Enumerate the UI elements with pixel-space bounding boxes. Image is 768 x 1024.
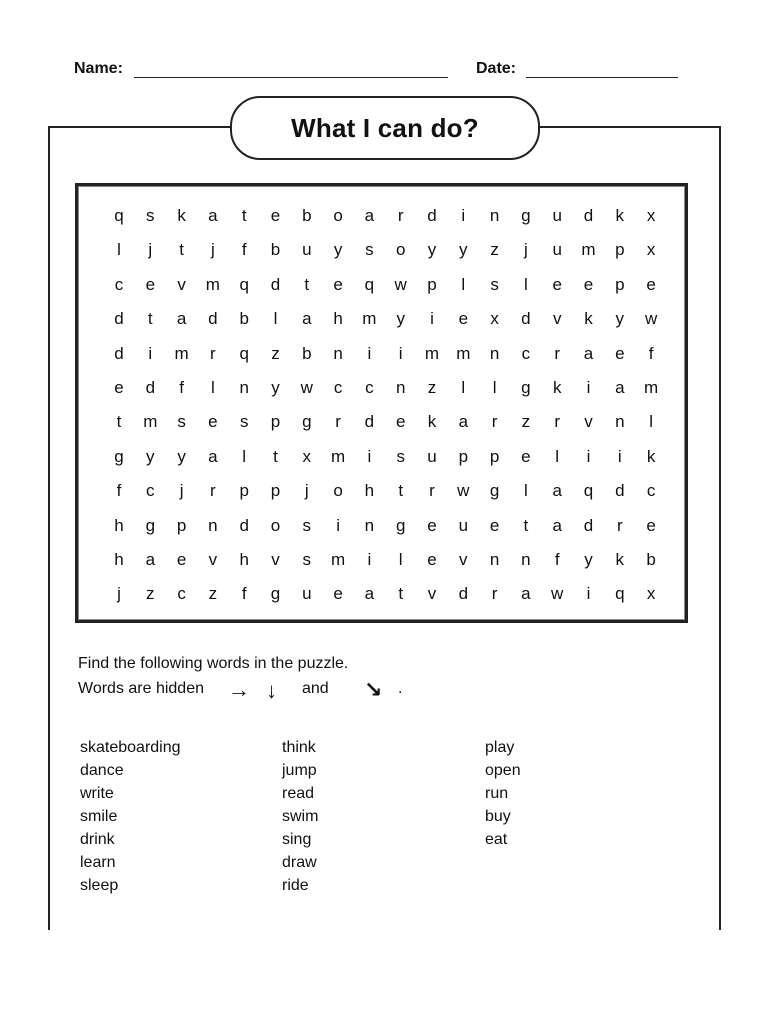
grid-letter[interactable]: t [523,515,529,535]
grid-letter[interactable]: r [335,412,341,432]
arrow-down-icon: ↓ [266,678,277,703]
grid-letter[interactable]: c [365,378,374,397]
grid-letter[interactable]: s [490,274,499,294]
word-list-item: drink [80,831,115,848]
grid-letter[interactable]: m [456,343,471,363]
grid-letter[interactable]: e [208,412,218,432]
grid-letter[interactable]: f [241,240,247,260]
grid-letter[interactable]: p [239,481,249,501]
word-list-item: buy [485,808,511,825]
grid-letter[interactable]: l [649,412,653,432]
grid-letter[interactable]: e [270,206,281,225]
grid-letter[interactable]: u [458,515,469,535]
grid-letter[interactable]: q [239,274,249,294]
grid-letter[interactable]: o [333,481,343,501]
grid-letter[interactable]: a [552,515,562,535]
word-list-item: jump [282,762,317,779]
grid-letter[interactable]: d [521,309,531,329]
grid-letter[interactable]: g [521,206,531,225]
grid-letter[interactable]: i [367,343,372,363]
grid-letter[interactable]: e [458,309,469,329]
grid-letter[interactable]: e [333,584,343,604]
grid-letter[interactable]: e [521,446,531,466]
grid-letter[interactable]: i [461,206,466,225]
grid-letter[interactable]: z [521,412,531,432]
word-list-item: run [485,785,509,802]
grid-letter[interactable]: d [427,206,437,225]
grid-letter[interactable]: i [148,343,153,363]
grid-letter[interactable]: j [117,584,121,604]
grid-letter[interactable]: m [581,240,596,260]
word-list-item: open [485,762,521,779]
grid-letter[interactable]: q [364,274,375,294]
grid-letter[interactable]: a [364,584,375,604]
grid-letter[interactable]: y [427,240,437,260]
instructions-and: and [302,680,329,697]
arrow-diagonal-icon: ↘ [364,677,383,702]
grid-letter[interactable]: k [615,206,625,225]
grid-letter[interactable]: m [205,274,220,294]
word-list-item: skateboarding [80,739,181,756]
grid-letter[interactable]: s [302,550,312,569]
grid-letter[interactable]: e [114,378,124,397]
grid-letter[interactable]: n [333,343,343,363]
grid-letter[interactable]: e [646,274,656,294]
grid-letter[interactable]: v [427,584,437,604]
word-list-item: write [80,785,114,802]
grid-letter[interactable]: p [458,446,469,466]
grid-letter[interactable]: n [615,412,625,432]
grid-letter[interactable]: v [271,550,280,569]
grid-letter[interactable]: i [617,446,622,466]
grid-letter[interactable]: p [427,274,437,294]
grid-letter[interactable]: e [145,274,156,294]
grid-letter[interactable]: l [461,274,466,294]
grid-letter[interactable]: e [615,343,625,363]
word-list-item: read [282,785,315,802]
page-title: What I can do? [230,96,540,160]
grid-letter[interactable]: l [524,481,528,501]
grid-letter[interactable]: e [583,274,594,294]
grid-letter[interactable]: z [146,584,155,604]
grid-letter[interactable]: k [584,309,593,329]
grid-letter[interactable]: q [615,584,625,604]
grid-letter[interactable]: x [302,446,312,466]
grid-letter[interactable]: m [143,412,158,432]
grid-letter[interactable]: a [302,309,312,329]
grid-letter[interactable]: l [117,240,121,260]
grid-letter[interactable]: b [270,240,281,260]
grid-letter[interactable]: r [429,481,435,501]
grid-letter[interactable]: c [646,481,656,501]
grid-letter[interactable]: t [116,412,122,432]
grid-letter[interactable]: v [459,550,468,569]
grid-letter[interactable]: y [396,309,405,329]
grid-letter[interactable]: a [208,206,218,225]
grid-letter[interactable]: m [331,550,346,569]
grid-letter[interactable]: f [648,343,654,363]
word-list-item: learn [80,854,116,871]
grid-letter[interactable]: j [179,481,184,501]
grid-letter[interactable]: x [646,584,656,604]
grid-letter[interactable]: j [524,240,528,260]
grid-letter[interactable]: c [146,481,155,501]
grid-letter[interactable]: e [333,274,343,294]
grid-letter[interactable]: s [396,446,405,466]
grid-letter[interactable]: z [490,240,499,260]
grid-letter[interactable]: l [273,309,278,329]
grid-letter[interactable]: j [211,240,215,260]
grid-letter[interactable]: u [552,206,562,225]
grid-letter[interactable]: b [646,550,656,569]
grid-letter[interactable]: m [424,343,440,363]
grid-letter[interactable]: m [644,378,659,397]
grid-letter[interactable]: k [177,206,186,225]
grid-letter[interactable]: k [646,446,656,466]
grid-letter[interactable]: k [615,550,625,569]
grid-letter[interactable]: f [179,378,184,397]
grid-letter[interactable]: l [398,550,403,569]
grid-letter[interactable]: u [552,240,562,260]
grid-letter[interactable]: i [367,550,372,569]
grid-letter[interactable]: p [270,412,281,432]
name-label: Name: [74,60,123,77]
grid-letter[interactable]: n [395,378,406,397]
grid-letter[interactable]: e [427,550,437,569]
grid-letter[interactable]: s [239,412,249,432]
grid-letter[interactable]: g [521,378,531,397]
grid-letter[interactable]: e [489,515,500,535]
grid-letter[interactable]: g [270,584,281,604]
grid-letter[interactable]: d [583,206,594,225]
word-list-item: ride [282,877,309,894]
grid-letter[interactable]: a [176,309,187,329]
grid-letter[interactable]: g [114,446,124,466]
grid-letter[interactable]: f [241,584,247,604]
grid-letter[interactable]: j [148,240,153,260]
grid-letter[interactable]: w [551,584,564,604]
grid-letter[interactable]: p [615,274,625,294]
grid-letter[interactable]: b [302,343,312,363]
grid-letter[interactable]: h [114,550,124,569]
word-list-item: draw [282,854,317,871]
grid-letter[interactable]: y [146,446,155,466]
grid-letter[interactable]: a [145,550,156,569]
grid-letter[interactable]: t [398,584,404,604]
grid-letter[interactable]: d [208,309,218,329]
grid-letter[interactable]: c [114,274,124,294]
grid-letter[interactable]: r [616,515,623,535]
grid-letter[interactable]: i [586,446,591,466]
frame-right [719,126,721,930]
grid-letter[interactable]: i [430,309,434,329]
grid-letter[interactable]: z [271,343,280,363]
grid-letter[interactable]: k [427,412,437,432]
grid-letter[interactable]: d [270,274,281,294]
grid-letter[interactable]: m [362,309,377,329]
word-list-item: play [485,739,515,756]
grid-letter[interactable]: w [300,378,313,397]
grid-letter[interactable]: i [586,378,591,397]
grid-letter[interactable]: j [304,481,309,501]
instructions-line-1: Find the following words in the puzzle. [78,655,349,672]
grid-letter[interactable]: y [177,446,186,466]
grid-letter[interactable]: r [491,584,498,604]
word-list-item: smile [80,808,118,825]
grid-letter[interactable]: l [242,446,247,466]
grid-letter[interactable]: m [331,446,346,466]
arrow-right-icon: → [228,677,250,702]
grid-letter[interactable]: b [239,309,249,329]
grid-letter[interactable]: p [489,446,500,466]
grid-letter[interactable]: n [489,206,500,225]
date-label: Date: [476,60,517,77]
grid-letter[interactable]: n [489,550,500,569]
grid-letter[interactable]: x [646,240,656,260]
grid-letter[interactable]: n [489,343,500,363]
grid-letter[interactable]: a [364,206,375,225]
grid-letter[interactable]: e [427,515,437,535]
grid-letter[interactable]: a [458,412,469,432]
grid-letter[interactable]: p [615,240,625,260]
grid-letter[interactable]: d [583,515,594,535]
grid-letter[interactable]: z [427,378,437,397]
grid-letter[interactable]: u [427,446,437,466]
word-list-item: think [282,739,316,756]
instructions-line-2: Words are hidden [78,680,204,697]
grid-letter[interactable]: w [644,309,658,329]
grid-letter[interactable]: r [210,343,216,363]
grid-letter[interactable]: u [302,584,312,604]
word-list-item: sleep [80,877,119,894]
grid-letter[interactable]: n [364,515,375,535]
grid-letter[interactable]: i [586,584,591,604]
grid-letter[interactable]: r [397,206,404,225]
grid-letter[interactable]: a [208,446,218,466]
grid-letter[interactable]: f [116,481,122,501]
grid-letter[interactable]: l [524,274,528,294]
grid-letter[interactable]: e [395,412,406,432]
grid-letter[interactable]: a [615,378,625,397]
grid-letter[interactable]: s [146,206,155,225]
grid-letter[interactable]: t [147,309,153,329]
grid-letter[interactable]: i [398,343,403,363]
grid-letter[interactable]: l [211,378,215,397]
grid-letter[interactable]: l [461,378,466,397]
grid-letter[interactable]: a [552,481,562,501]
frame-top-left [48,126,232,128]
word-list-item: sing [282,831,312,848]
grid-letter[interactable]: e [176,550,187,569]
word-list-item: dance [80,762,124,779]
grid-letter[interactable]: t [241,206,247,225]
grid-letter[interactable]: c [177,584,186,604]
grid-letter[interactable]: o [333,206,343,225]
grid-letter[interactable]: r [491,412,498,432]
grid-letter[interactable]: d [364,412,375,432]
grid-letter[interactable]: p [270,481,281,501]
grid-letter[interactable]: l [492,378,497,397]
grid-letter[interactable]: o [395,240,406,260]
grid-letter[interactable]: g [489,481,500,501]
grid-letter[interactable]: w [457,481,470,501]
grid-letter[interactable]: f [554,550,560,569]
grid-letter[interactable]: n [208,515,218,535]
grid-letter[interactable]: b [302,206,312,225]
grid-letter[interactable]: v [552,309,562,329]
frame-left [48,126,50,930]
grid-letter[interactable]: o [270,515,281,535]
grid-letter[interactable]: c [333,378,343,397]
date-line[interactable] [526,77,678,78]
grid-letter[interactable]: d [114,343,124,363]
grid-letter[interactable]: u [302,240,312,260]
grid-letter[interactable]: x [646,206,656,225]
grid-letter[interactable]: e [552,274,562,294]
grid-letter[interactable]: q [583,481,594,501]
grid-letter[interactable]: v [208,550,218,569]
grid-letter[interactable]: l [555,446,560,466]
grid-letter[interactable]: g [302,412,312,432]
grid-letter[interactable]: r [554,412,561,432]
grid-letter[interactable]: n [239,378,249,397]
grid-letter[interactable]: d [145,378,156,397]
grid-letter[interactable]: s [365,240,374,260]
grid-letter[interactable]: r [554,343,561,363]
name-line[interactable] [134,77,448,78]
grid-letter[interactable]: g [145,515,156,535]
grid-letter[interactable]: x [490,309,499,329]
grid-letter[interactable]: i [336,515,340,535]
grid-letter[interactable]: a [521,584,531,604]
grid-letter[interactable]: m [174,343,189,363]
grid-letter[interactable]: q [114,206,124,225]
grid-letter[interactable]: y [584,550,593,569]
grid-letter[interactable]: r [210,481,216,501]
grid-letter[interactable]: d [114,309,124,329]
grid-letter[interactable]: y [271,378,280,397]
frame-top-right [536,126,720,128]
grid-letter[interactable]: k [552,378,562,397]
grid-letter[interactable]: t [179,240,184,260]
grid-letter[interactable]: v [177,274,186,294]
grid-letter[interactable]: g [395,515,406,535]
grid-letter[interactable]: a [583,343,594,363]
grid-letter[interactable]: z [208,584,218,604]
grid-letter[interactable]: t [398,481,404,501]
grid-letter[interactable]: h [114,515,124,535]
grid-letter[interactable]: e [646,515,656,535]
grid-letter[interactable]: q [239,343,249,363]
grid-letter[interactable]: s [302,515,312,535]
word-list-item: eat [485,831,508,848]
grid-letter[interactable]: n [521,550,531,569]
grid-letter[interactable]: s [177,412,186,432]
grid-letter[interactable]: h [364,481,375,501]
grid-letter[interactable]: y [615,309,625,329]
grid-letter[interactable]: t [304,274,310,294]
grid-letter[interactable]: y [459,240,468,260]
grid-letter[interactable]: c [521,343,531,363]
grid-letter[interactable]: h [333,309,343,329]
grid-letter[interactable]: p [176,515,187,535]
instructions-period: . [398,680,403,697]
grid-letter[interactable]: h [239,550,249,569]
grid-letter[interactable]: v [584,412,593,432]
grid-letter[interactable]: t [273,446,278,466]
grid-letter[interactable]: d [615,481,625,501]
grid-letter[interactable]: d [458,584,469,604]
grid-letter[interactable]: d [239,515,249,535]
grid-letter[interactable]: i [367,446,372,466]
grid-letter[interactable]: w [394,274,407,294]
grid-letter[interactable]: y [333,240,343,260]
word-list-item: swim [282,808,319,825]
